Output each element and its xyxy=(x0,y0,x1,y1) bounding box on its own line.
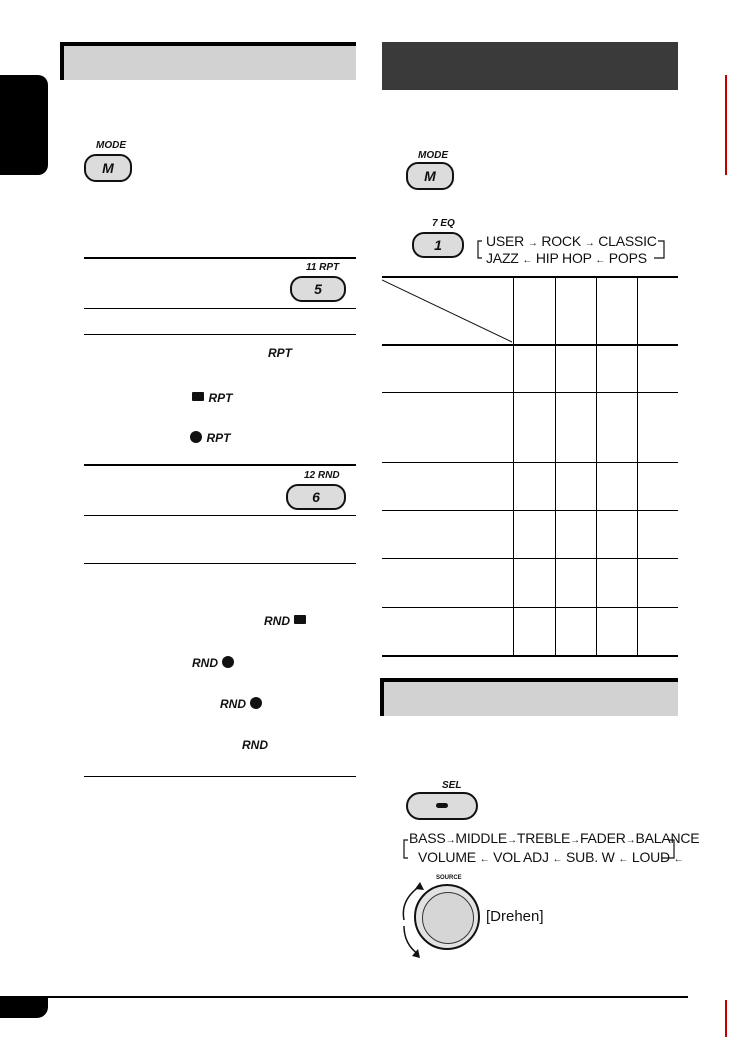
random-button-key: 6 xyxy=(312,489,320,505)
table-col-rule xyxy=(555,278,556,656)
sel-middle: MIDDLE xyxy=(455,830,508,846)
disc-rpt-indicator xyxy=(190,429,230,447)
section-header-right xyxy=(382,42,678,90)
rnd-disc-text: RND xyxy=(220,697,246,711)
sel-button-dash-icon xyxy=(436,803,448,808)
arrow-left-icon: ← xyxy=(618,854,629,865)
arrow-left-icon: ← xyxy=(479,854,490,865)
rnd-folder-text: RND xyxy=(264,614,290,628)
crop-mark xyxy=(725,75,727,175)
repeat-button-key: 5 xyxy=(314,281,322,297)
eq-classic: CLASSIC xyxy=(598,233,657,249)
section-header-sound xyxy=(380,678,678,716)
sel-button[interactable] xyxy=(406,792,478,820)
arrow-right-icon: → xyxy=(625,835,636,846)
table-row-rule xyxy=(382,558,678,559)
dial-caption: [Drehen] xyxy=(486,908,544,925)
mode-button-label: MODE xyxy=(96,140,126,151)
mode-button-key: M xyxy=(424,168,436,184)
folder-icon xyxy=(294,615,306,624)
disc-rpt-text: RPT xyxy=(206,431,231,445)
rnd-folder-indicator xyxy=(264,612,306,630)
repeat-button[interactable] xyxy=(290,276,346,302)
eq-rock: ROCK xyxy=(541,233,581,249)
sel-bass: BASS xyxy=(409,830,446,846)
folder-rpt-indicator xyxy=(192,389,232,407)
footer-rule xyxy=(0,996,688,998)
section-header-left xyxy=(60,42,356,80)
eq-user: USER xyxy=(486,233,525,249)
divider xyxy=(84,515,356,516)
divider xyxy=(84,464,356,466)
rpt-indicator: RPT xyxy=(268,346,292,360)
mode-button[interactable] xyxy=(84,154,132,182)
sel-fader: FADER xyxy=(579,830,626,846)
folder-icon xyxy=(192,392,204,401)
sel-loud: LOUD xyxy=(631,849,670,865)
table-col-rule xyxy=(637,278,638,656)
sel-sub-w: SUB. W xyxy=(566,849,615,865)
folder-rpt-text: RPT xyxy=(208,391,233,405)
language-tab xyxy=(0,75,48,175)
table-row-rule xyxy=(382,510,678,511)
crop-mark xyxy=(725,1000,727,1037)
mode-button-label: MODE xyxy=(418,150,448,161)
eq-flow-bottom xyxy=(486,250,647,266)
table-row-rule xyxy=(382,392,678,393)
table-col-rule xyxy=(513,278,514,656)
table-bottom-rule xyxy=(382,655,678,657)
sel-volume: VOLUME xyxy=(418,849,476,865)
sel-flow-bottom xyxy=(418,849,683,865)
arrow-left-icon: ← xyxy=(595,255,606,266)
repeat-button-label: 11 RPT xyxy=(306,262,340,273)
eq-button[interactable] xyxy=(412,232,464,258)
dial-face xyxy=(422,892,474,944)
arrow-left-icon: ← xyxy=(673,854,684,865)
arrow-left-icon: ← xyxy=(552,854,563,865)
sel-flow-top xyxy=(409,830,699,846)
table-col-rule xyxy=(596,278,597,656)
divider xyxy=(84,776,356,777)
rnd-indicator: RND xyxy=(242,738,268,752)
random-button-label: 12 RND xyxy=(304,470,340,481)
arrow-right-icon: → xyxy=(527,238,538,249)
disc-icon xyxy=(222,656,234,668)
divider xyxy=(84,308,356,309)
table-corner-diagonal xyxy=(382,278,514,344)
rnd-disc-text: RND xyxy=(192,656,218,670)
sel-balance: BALANCE xyxy=(635,830,700,846)
divider xyxy=(84,257,356,259)
rnd-disc-indicator-2 xyxy=(220,695,262,713)
dial-label: SOURCE xyxy=(436,875,462,881)
sel-button-label: SEL xyxy=(442,780,462,791)
mode-button[interactable] xyxy=(406,162,454,190)
disc-icon xyxy=(190,431,202,443)
disc-icon xyxy=(250,697,262,709)
divider xyxy=(84,334,356,335)
eq-button-label: 7 EQ xyxy=(432,218,455,229)
eq-hiphop: HIP HOP xyxy=(535,250,592,266)
arrow-right-icon: → xyxy=(507,835,517,846)
page-number-tab xyxy=(0,996,48,1018)
table-row-rule xyxy=(382,462,678,463)
rnd-disc-indicator xyxy=(192,654,234,672)
arrow-left-icon: ← xyxy=(522,255,533,266)
random-button[interactable] xyxy=(286,484,346,510)
arrow-right-icon: → xyxy=(584,238,595,249)
eq-pops: POPS xyxy=(608,250,647,266)
eq-flow-top xyxy=(486,233,657,249)
arrow-right-icon: → xyxy=(445,835,456,846)
eq-button-key: 1 xyxy=(434,237,442,253)
mode-button-key: M xyxy=(102,160,114,176)
sel-vol-adj: VOL ADJ xyxy=(493,849,549,865)
table-row-rule xyxy=(382,607,678,608)
table-row-rule xyxy=(382,344,678,346)
eq-jazz: JAZZ xyxy=(486,250,519,266)
sel-treble: TREBLE xyxy=(516,830,571,846)
divider xyxy=(84,563,356,564)
rotate-arrows-icon xyxy=(398,880,428,960)
arrow-right-icon: → xyxy=(570,835,580,846)
